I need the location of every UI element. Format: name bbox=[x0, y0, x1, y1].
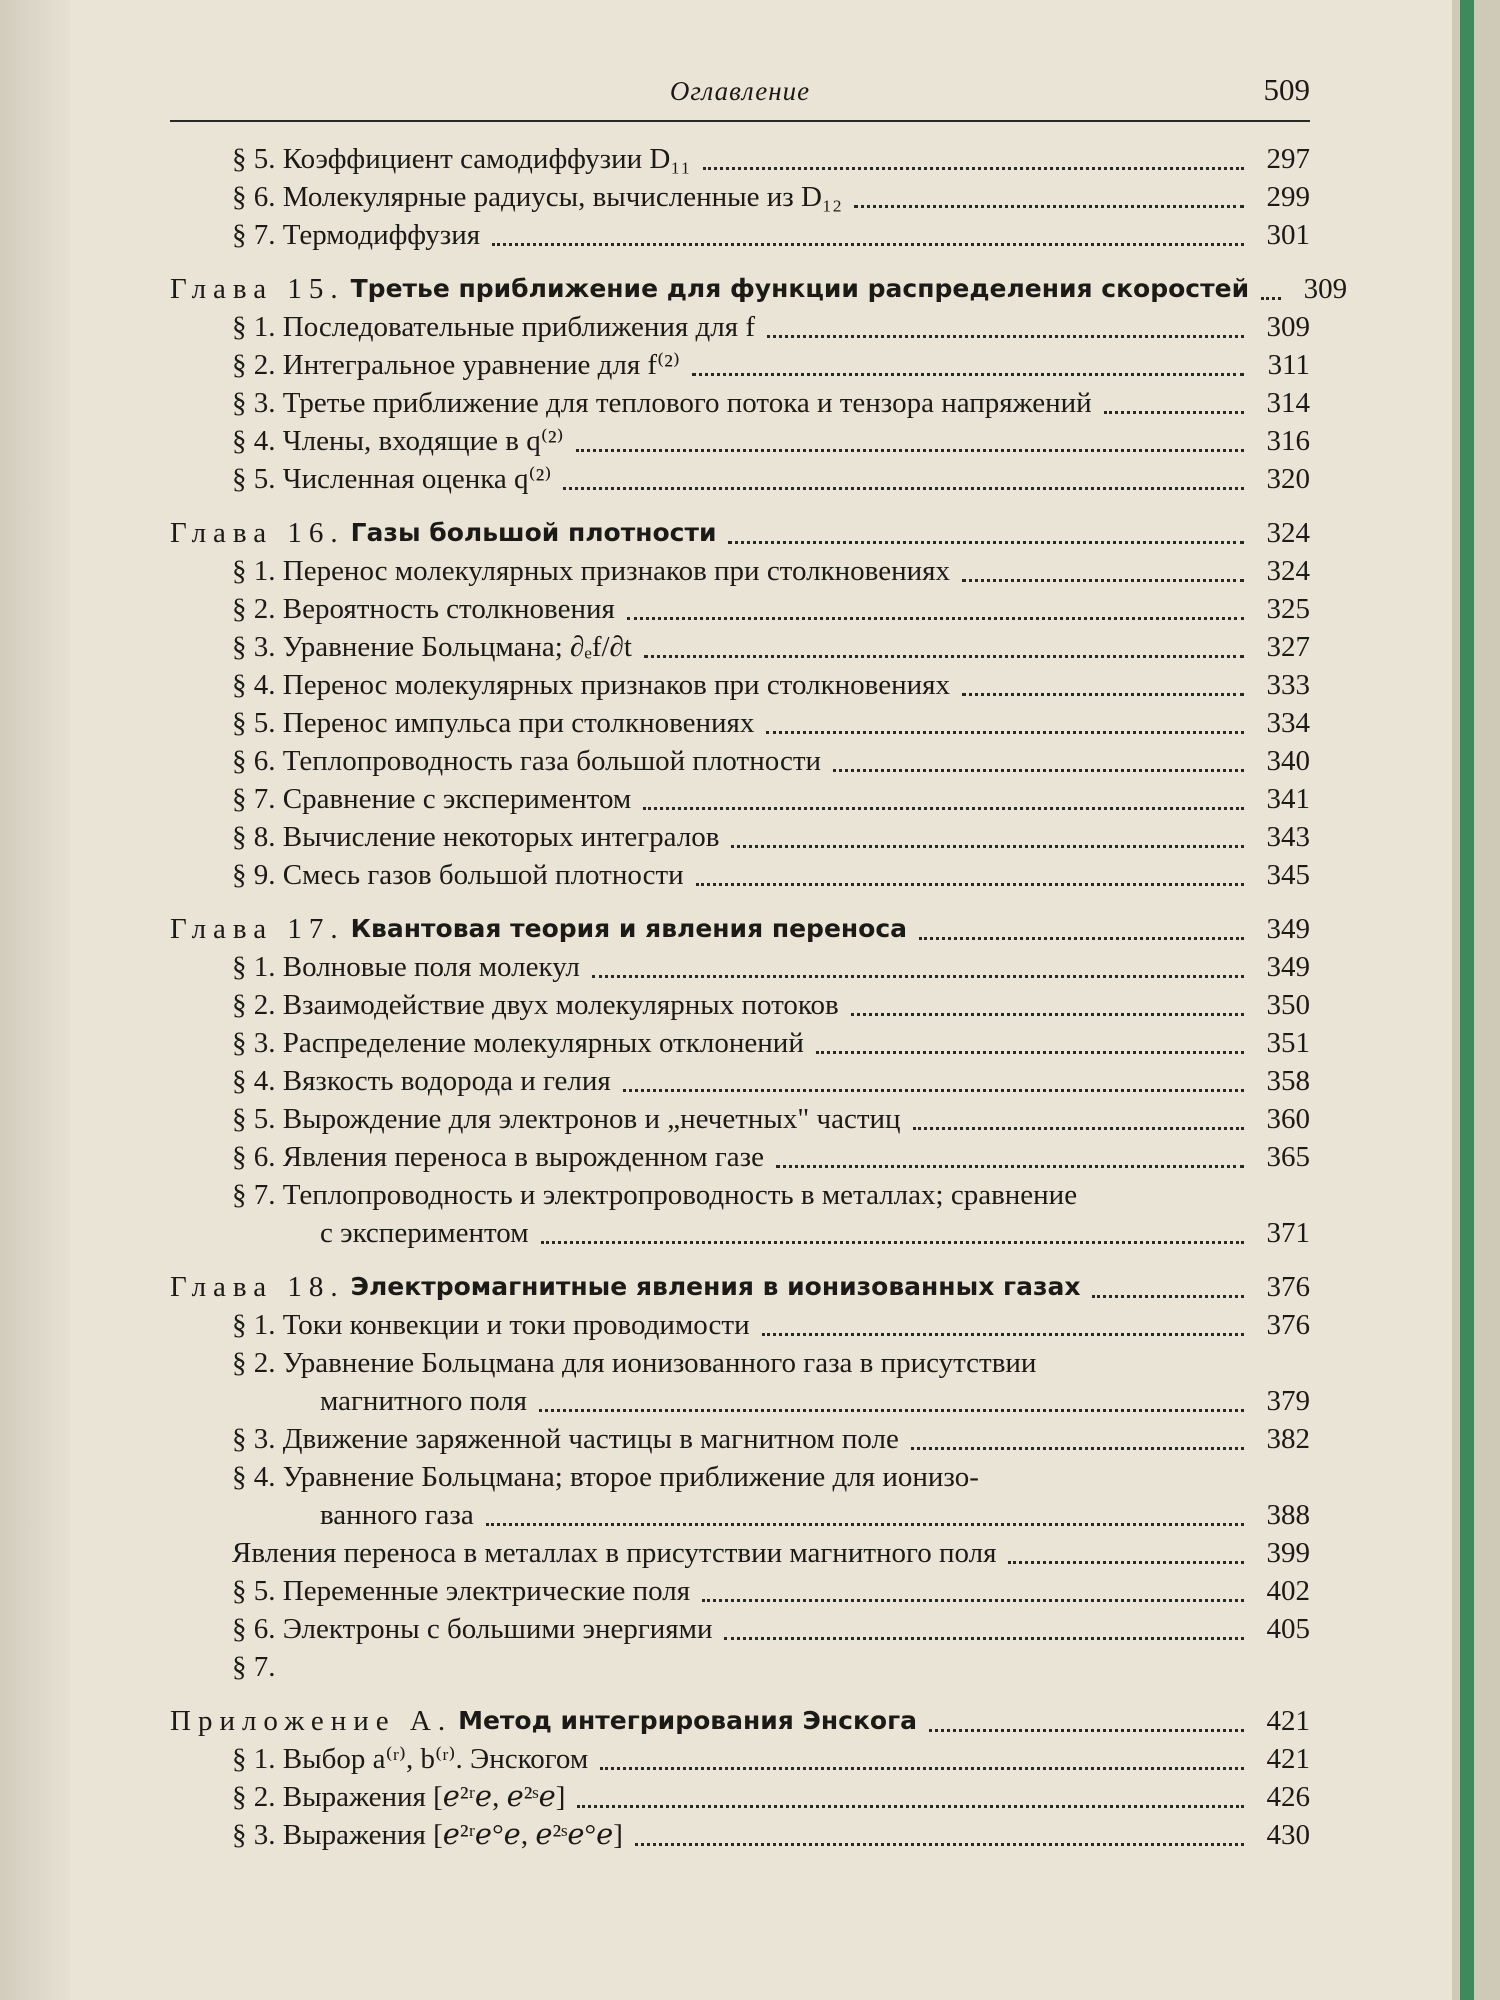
toc-section-row bbox=[170, 552, 1310, 590]
page-number: 509 bbox=[1263, 72, 1310, 107]
toc-section-row bbox=[170, 1100, 1310, 1138]
toc-section-row bbox=[170, 1740, 1310, 1778]
dot-leader bbox=[644, 655, 1244, 658]
page-ref: 421 bbox=[1266, 1743, 1310, 1775]
page-ref: 365 bbox=[1266, 1141, 1310, 1173]
section-title: § 3. Уравнение Больцмана; ∂ₑf/∂t bbox=[232, 631, 632, 663]
section-title: § 6. Молекулярные радиусы, вычисленные из D₁₂ bbox=[232, 181, 843, 213]
section-title: § 7. Термодиффузия bbox=[232, 219, 481, 251]
section-title: § 5. Коэффициент самодиффузии D₁₁ bbox=[232, 143, 691, 175]
page-ref: 405 bbox=[1266, 1613, 1310, 1645]
toc-section-row bbox=[170, 1572, 1310, 1610]
section-title: § 1. Волновые поля молекул bbox=[232, 951, 580, 983]
section-title: § 4. Члены, входящие в q⁽²⁾ bbox=[232, 425, 564, 457]
page-ref: 358 bbox=[1266, 1065, 1310, 1097]
dot-leader bbox=[577, 1805, 1244, 1808]
running-head bbox=[170, 72, 1310, 120]
page-ref: 333 bbox=[1266, 669, 1310, 701]
chapter-title: Квантовая теория и явления переноса bbox=[350, 914, 908, 943]
section-title: § 3. Третье приближение для теплового потока и тензора напряжений bbox=[232, 387, 1092, 419]
page-ref: 324 bbox=[1266, 517, 1310, 549]
section-title: § 2. Уравнение Больцмана для ионизованного газа в присутствии bbox=[232, 1347, 1037, 1379]
toc-section-row bbox=[170, 628, 1310, 666]
dot-leader bbox=[1008, 1561, 1244, 1564]
toc-section-row bbox=[170, 1610, 1310, 1648]
page-ref: 421 bbox=[1266, 1705, 1310, 1737]
section-title: § 4. Перенос молекулярных признаков при столкновениях bbox=[232, 669, 950, 701]
section-title: § 6. Теплопроводность газа большой плотности bbox=[232, 745, 822, 777]
toc-chapter-row bbox=[170, 1702, 1310, 1740]
table-of-contents bbox=[170, 140, 1348, 1854]
chapter-title: Газы большой плотности bbox=[350, 518, 717, 547]
dot-leader bbox=[962, 579, 1244, 582]
section-title: § 7. Сравнение с экспериментом bbox=[232, 783, 632, 815]
toc-section-row bbox=[170, 780, 1310, 818]
section-title: магнитного поля bbox=[320, 1385, 528, 1417]
page-ref: 382 bbox=[1266, 1423, 1310, 1455]
dot-leader bbox=[600, 1767, 1244, 1770]
page-ref: 426 bbox=[1266, 1781, 1310, 1813]
section-title: § 5. Перенос импульса при столкновениях bbox=[232, 707, 755, 739]
toc-section-row bbox=[170, 460, 1310, 498]
toc-section-row bbox=[170, 384, 1310, 422]
section-title: § 6. Явления переноса в вырожденном газе bbox=[232, 1141, 764, 1173]
section-title: Явления переноса в металлах в присутствии магнитного поля bbox=[232, 1537, 997, 1569]
dot-leader bbox=[541, 1241, 1244, 1244]
toc-chapter-row bbox=[170, 910, 1310, 948]
dot-leader bbox=[913, 1127, 1244, 1130]
chapter-prefix: Глава 17. bbox=[170, 913, 345, 945]
toc-continuation-row bbox=[170, 1496, 1310, 1534]
section-title: с экспериментом bbox=[320, 1217, 529, 1249]
page-ref: 430 bbox=[1266, 1819, 1310, 1851]
toc-section-row bbox=[170, 216, 1310, 254]
toc-section-row bbox=[170, 1024, 1310, 1062]
dot-leader bbox=[851, 1013, 1244, 1016]
page-ref: 325 bbox=[1266, 593, 1310, 625]
section-title: § 7. bbox=[232, 1651, 276, 1683]
dot-leader bbox=[728, 541, 1244, 544]
toc-chapter-row bbox=[170, 1268, 1310, 1306]
toc-section-row bbox=[170, 742, 1310, 780]
toc-section-row bbox=[170, 140, 1310, 178]
section-title: § 1. Выбор a⁽ʳ⁾, b⁽ʳ⁾. Энскогом bbox=[232, 1743, 589, 1775]
dot-leader bbox=[724, 1637, 1244, 1640]
book-page bbox=[70, 0, 1452, 2000]
dot-leader bbox=[767, 335, 1244, 338]
page-ref: 350 bbox=[1266, 989, 1310, 1021]
page-gutter-shadow bbox=[0, 0, 70, 2000]
section-title: § 9. Смесь газов большой плотности bbox=[232, 859, 684, 891]
toc-section-row bbox=[170, 704, 1310, 742]
page-ref: 316 bbox=[1266, 425, 1310, 457]
dot-leader bbox=[486, 1523, 1244, 1526]
page-ref: 349 bbox=[1266, 951, 1310, 983]
toc-section-row bbox=[170, 1344, 1310, 1382]
page-ref: 376 bbox=[1266, 1271, 1310, 1303]
chapter-prefix: Приложение А. bbox=[170, 1705, 453, 1737]
toc-chapter-row bbox=[170, 514, 1310, 552]
page-ref: 371 bbox=[1266, 1217, 1310, 1249]
section-title: § 7. Теплопроводность и электропроводность в металлах; сравнение bbox=[232, 1179, 1078, 1211]
section-title: § 4. Вязкость водорода и гелия bbox=[232, 1065, 611, 1097]
dot-leader bbox=[627, 617, 1244, 620]
section-title: § 3. Движение заряженной частицы в магнитном поле bbox=[232, 1423, 899, 1455]
section-title: § 2. Взаимодействие двух молекулярных потоков bbox=[232, 989, 839, 1021]
dot-leader bbox=[592, 975, 1244, 978]
dot-leader bbox=[696, 883, 1244, 886]
toc-section-row bbox=[170, 1420, 1310, 1458]
section-title: § 2. Интегральное уравнение для f⁽²⁾ bbox=[232, 349, 680, 381]
toc-section-row bbox=[170, 1458, 1310, 1496]
section-title: § 4. Уравнение Больцмана; второе приближение для ионизо- bbox=[232, 1461, 979, 1493]
toc-section-row bbox=[170, 178, 1310, 216]
section-title: § 1. Последовательные приближения для f bbox=[232, 311, 755, 343]
dot-leader bbox=[492, 243, 1244, 246]
dot-leader bbox=[962, 693, 1244, 696]
page-ref: 334 bbox=[1266, 707, 1310, 739]
page-ref: 299 bbox=[1266, 181, 1310, 213]
page-ref: 345 bbox=[1266, 859, 1310, 891]
section-title: § 5. Численная оценка q⁽²⁾ bbox=[232, 463, 552, 495]
page-ref: 379 bbox=[1266, 1385, 1310, 1417]
header-rule bbox=[170, 120, 1310, 122]
toc-section-row bbox=[170, 1778, 1310, 1816]
toc-section-row bbox=[170, 346, 1310, 384]
dot-leader bbox=[816, 1051, 1244, 1054]
chapter-title: Метод интегрирования Энскога bbox=[458, 1706, 918, 1735]
page-ref: 388 bbox=[1266, 1499, 1310, 1531]
page-ref: 327 bbox=[1266, 631, 1310, 663]
section-title: § 2. Вероятность столкновения bbox=[232, 593, 615, 625]
dot-leader bbox=[776, 1165, 1244, 1168]
dot-leader bbox=[563, 487, 1244, 490]
toc-section-row bbox=[170, 1306, 1310, 1344]
toc-section-row bbox=[170, 948, 1310, 986]
toc-section-row bbox=[170, 422, 1310, 460]
chapter-prefix: Глава 18. bbox=[170, 1271, 345, 1303]
page-ref: 341 bbox=[1266, 783, 1310, 815]
dot-leader bbox=[854, 205, 1244, 208]
page-ref: 360 bbox=[1266, 1103, 1310, 1135]
toc-section-row bbox=[170, 590, 1310, 628]
section-title: § 8. Вычисление некоторых интегралов bbox=[232, 821, 720, 853]
dot-leader bbox=[833, 769, 1244, 772]
section-title: § 3. Выражения [ℯ²ʳℯ°ℯ, ℯ²ˢℯ°ℯ] bbox=[232, 1819, 623, 1851]
dot-leader bbox=[635, 1843, 1244, 1846]
toc-section-row bbox=[170, 1062, 1310, 1100]
page-ref: 349 bbox=[1266, 913, 1310, 945]
toc-section-row bbox=[170, 1648, 1310, 1686]
page-ref: 311 bbox=[1267, 349, 1310, 381]
page-ref: 314 bbox=[1266, 387, 1310, 419]
section-title: ванного газа bbox=[320, 1499, 474, 1531]
page-ref: 399 bbox=[1266, 1537, 1310, 1569]
section-title: § 5. Вырождение для электронов и „нечетных" частиц bbox=[232, 1103, 901, 1135]
book-cover-edge bbox=[1452, 0, 1500, 2000]
dot-leader bbox=[1092, 1295, 1244, 1298]
dot-leader bbox=[703, 167, 1244, 170]
dot-leader bbox=[623, 1089, 1244, 1092]
dot-leader bbox=[766, 731, 1244, 734]
page-ref: 351 bbox=[1266, 1027, 1310, 1059]
dot-leader bbox=[576, 449, 1244, 452]
page-ref: 402 bbox=[1266, 1575, 1310, 1607]
section-title: § 1. Перенос молекулярных признаков при столкновениях bbox=[232, 555, 950, 587]
cover-green-stripe bbox=[1460, 0, 1474, 2000]
page-ref: 309 bbox=[1266, 311, 1310, 343]
section-title: § 6. Электроны с большими энергиями bbox=[232, 1613, 713, 1645]
chapter-prefix: Глава 16. bbox=[170, 517, 345, 549]
toc-section-row bbox=[170, 986, 1310, 1024]
toc-section-row bbox=[170, 1816, 1310, 1854]
page-ref: 309 bbox=[1303, 273, 1348, 305]
dot-leader bbox=[929, 1729, 1244, 1732]
chapter-title: Третье приближение для функции распределения скоростей bbox=[350, 274, 1250, 303]
toc-chapter-row bbox=[170, 270, 1348, 308]
toc-section-row bbox=[170, 1176, 1310, 1214]
page-ref: 376 bbox=[1266, 1309, 1310, 1341]
dot-leader bbox=[692, 373, 1244, 376]
toc-section-row bbox=[170, 308, 1310, 346]
dot-leader bbox=[643, 807, 1244, 810]
page-ref: 320 bbox=[1266, 463, 1310, 495]
dot-leader bbox=[731, 845, 1244, 848]
section-title: § 5. Переменные электрические поля bbox=[232, 1575, 691, 1607]
page-ref: 324 bbox=[1266, 555, 1310, 587]
toc-section-row bbox=[170, 666, 1310, 704]
chapter-title: Электромагнитные явления в ионизованных газах bbox=[350, 1272, 1081, 1301]
page-ref: 340 bbox=[1266, 745, 1310, 777]
page-ref: 343 bbox=[1266, 821, 1310, 853]
running-head-title: Оглавление bbox=[669, 76, 811, 106]
chapter-prefix: Глава 15. bbox=[170, 273, 345, 305]
section-title: § 2. Выражения [ℯ²ʳℯ, ℯ²ˢℯ] bbox=[232, 1781, 566, 1813]
toc-section-row bbox=[170, 818, 1310, 856]
section-title: § 3. Распределение молекулярных отклонений bbox=[232, 1027, 804, 1059]
page-ref: 301 bbox=[1266, 219, 1310, 251]
toc-section-row bbox=[170, 856, 1310, 894]
dot-leader bbox=[919, 937, 1244, 940]
page-ref: 297 bbox=[1266, 143, 1310, 175]
dot-leader bbox=[539, 1409, 1244, 1412]
toc-continuation-row bbox=[170, 1382, 1310, 1420]
toc-continuation-row bbox=[170, 1214, 1310, 1252]
section-title: § 1. Токи конвекции и токи проводимости bbox=[232, 1309, 750, 1341]
dot-leader bbox=[1104, 411, 1244, 414]
dot-leader bbox=[1261, 297, 1281, 300]
toc-section-row bbox=[170, 1534, 1310, 1572]
toc-section-row bbox=[170, 1138, 1310, 1176]
dot-leader bbox=[702, 1599, 1244, 1602]
dot-leader bbox=[762, 1333, 1244, 1336]
dot-leader bbox=[911, 1447, 1244, 1450]
